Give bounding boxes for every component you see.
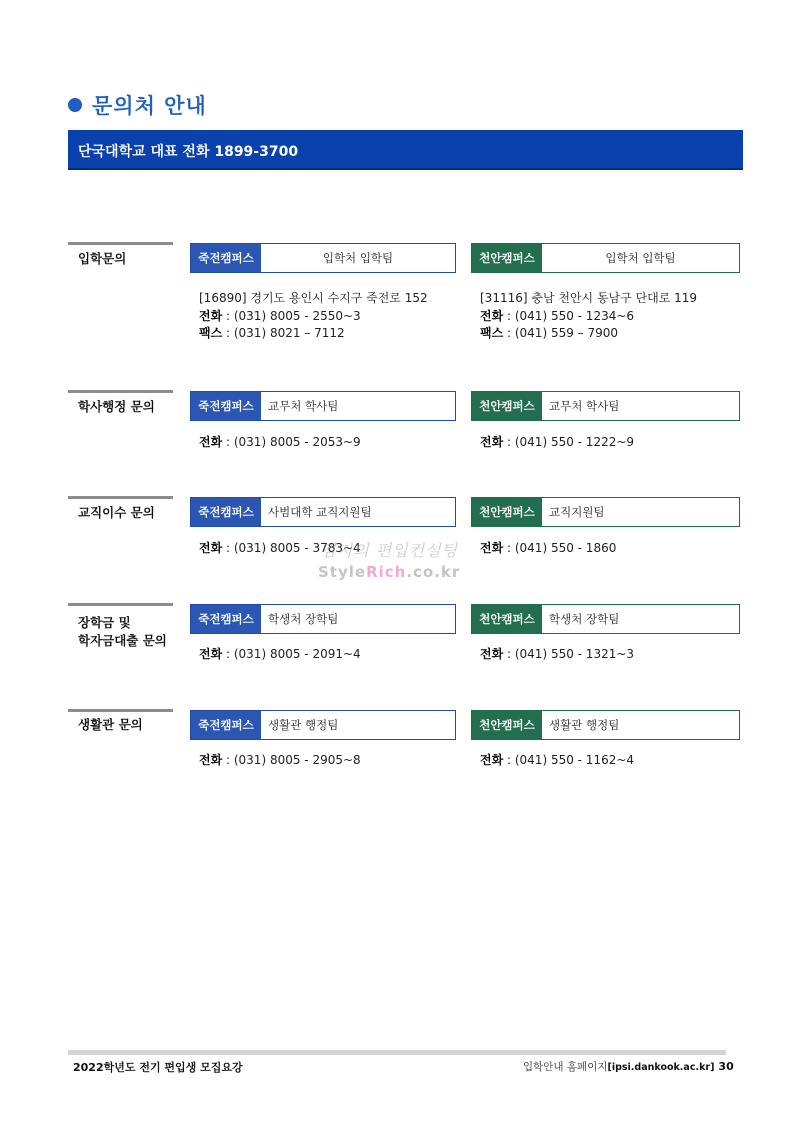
jukjeon-dormitory-phone: 전화 : (031) 8005 - 2905~8: [199, 753, 361, 767]
page-number: 30: [718, 1060, 734, 1073]
category-divider: [68, 496, 173, 499]
cheonan-scholarship-box: [471, 604, 740, 634]
cheonan-teaching-box: [471, 497, 740, 527]
category-divider: [68, 603, 173, 606]
jukjeon-campus-tag: 죽전캠퍼스: [191, 605, 261, 633]
footer-homepage-label: 입학안내 홈페이지: [523, 1061, 608, 1073]
cheonan-dormitory-phone: 전화 : (041) 550 - 1162~4: [480, 753, 635, 767]
jukjeon-scholarship-dept: 학생처 장학팀: [268, 612, 339, 626]
cheonan-dormitory-box: [471, 710, 740, 740]
cheonan-academic-box: [471, 391, 740, 421]
jukjeon-teaching-dept: 사범대학 교직지원팀: [268, 505, 372, 519]
footer-homepage: [523, 1059, 734, 1074]
section-title-text: 문의처 안내: [92, 94, 207, 118]
jukjeon-academic-box: [190, 391, 456, 421]
category-divider: [68, 709, 173, 712]
cheonan-campus-tag: 천안캠퍼스: [472, 392, 542, 420]
cheonan-phone-line: 전화 : (041) 550 - 1234~6: [480, 308, 635, 323]
cheonan-academic-phone: 전화 : (041) 550 - 1222~9: [480, 435, 635, 449]
cheonan-campus-tag: 천안캠퍼스: [472, 498, 542, 526]
category-label-admission: 입학문의: [78, 251, 127, 266]
cheonan-academic-dept: 교무처 학사팀: [549, 399, 620, 413]
jukjeon-campus-tag: 죽전캠퍼스: [191, 498, 261, 526]
jukjeon-admission-box: [190, 243, 456, 273]
category-divider: [68, 242, 173, 245]
cheonan-admission-dept: 입학처 입학팀: [605, 251, 676, 265]
cheonan-address: [31116] 충남 천안시 동남구 단대로 119: [480, 291, 698, 305]
footer-document-title: 2022학년도 전기 편입생 모집요강: [73, 1061, 243, 1074]
jukjeon-dormitory-dept: 생활관 행정팀: [268, 718, 339, 732]
bullet-dot-icon: [68, 98, 82, 112]
cheonan-admission-info: [480, 290, 697, 343]
jukjeon-academic-phone: 전화 : (031) 8005 - 2053~9: [199, 435, 361, 449]
category-label-academic: 학사행정 문의: [78, 399, 155, 414]
cheonan-teaching-dept: 교직지원팀: [549, 505, 605, 519]
category-label-dormitory: 생활관 문의: [78, 717, 143, 732]
jukjeon-admission-info: [199, 290, 428, 343]
jukjeon-campus-tag: 죽전캠퍼스: [191, 392, 261, 420]
jukjeon-dormitory-box: [190, 710, 456, 740]
cheonan-admission-box: [471, 243, 740, 273]
cheonan-campus-tag: 천안캠퍼스: [472, 711, 542, 739]
watermark: [318, 538, 460, 581]
jukjeon-scholarship-phone: 전화 : (031) 8005 - 2091~4: [199, 647, 361, 661]
jukjeon-scholarship-box: [190, 604, 456, 634]
cheonan-dormitory-dept: 생활관 행정팀: [549, 718, 620, 732]
footer-url-link[interactable]: [ipsi.dankook.ac.kr]: [607, 1062, 715, 1073]
jukjeon-fax-line: 팩스 : (031) 8021 – 7112: [199, 326, 345, 340]
jukjeon-campus-tag: 죽전캠퍼스: [191, 711, 261, 739]
section-title: [68, 90, 207, 120]
cheonan-teaching-phone: 전화 : (041) 550 - 1860: [480, 541, 617, 555]
jukjeon-teaching-box: [190, 497, 456, 527]
jukjeon-phone-line: 전화 : (031) 8005 - 2550~3: [199, 308, 361, 323]
category-label-teaching: 교직이수 문의: [78, 505, 155, 520]
cheonan-campus-tag: 천안캠퍼스: [472, 605, 542, 633]
category-divider: [68, 390, 173, 393]
jukjeon-address: [16890] 경기도 용인시 수지구 죽전로 152: [199, 291, 428, 305]
cheonan-fax-line: 팩스 : (041) 559 – 7900: [480, 326, 619, 340]
jukjeon-admission-dept: 입학처 입학팀: [322, 251, 394, 265]
footer-divider: [68, 1050, 726, 1055]
watermark-line1: 김지의 편입컨설팅: [320, 541, 459, 560]
category-label-scholarship: 장학금 및 학자금대출 문의: [78, 615, 167, 648]
main-phone-text: 단국대학교 대표 전화 1899-3700: [78, 144, 299, 160]
jukjeon-campus-tag: 죽전캠퍼스: [191, 244, 261, 272]
jukjeon-academic-dept: 교무처 학사팀: [268, 399, 339, 413]
cheonan-scholarship-phone: 전화 : (041) 550 - 1321~3: [480, 647, 635, 661]
jukjeon-teaching-phone: 전화 : (031) 8005 - 3783~4: [199, 541, 361, 555]
cheonan-scholarship-dept: 학생처 장학팀: [549, 612, 620, 626]
cheonan-campus-tag: 천안캠퍼스: [472, 244, 542, 272]
watermark-brand: StyleRich.co.kr: [318, 563, 461, 581]
main-phone-banner: [68, 130, 743, 170]
